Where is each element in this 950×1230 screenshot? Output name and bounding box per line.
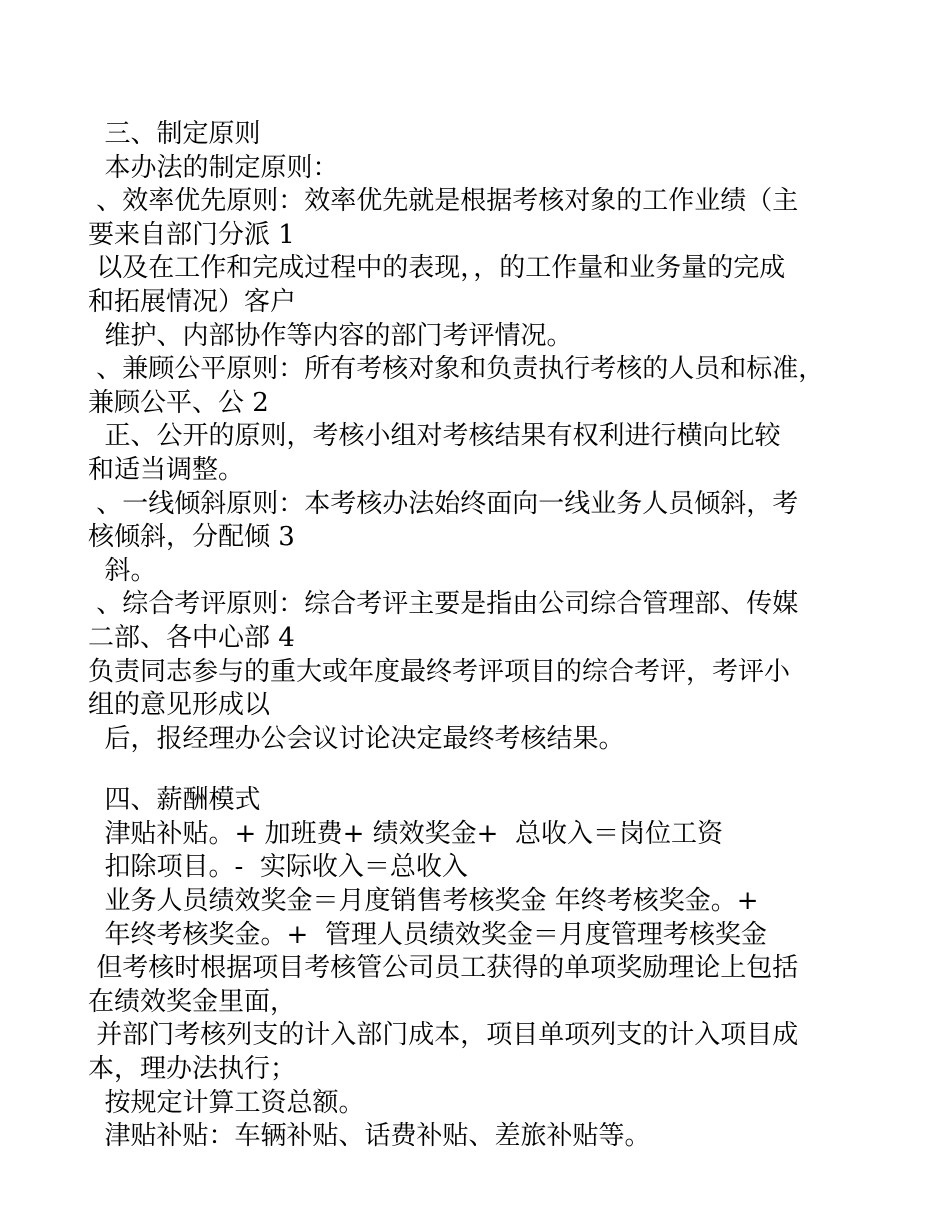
- paragraph-line: 、综合考评原则：综合考评主要是指由公司综合管理部、传媒: [88, 589, 799, 620]
- paragraph-line: 和拓展情况）客户: [88, 286, 297, 317]
- paragraph-line: 、兼顾公平原则：所有考核对象和负责执行考核的人员和标准，: [88, 354, 825, 385]
- paragraph-line: 兼顾公平、公 2: [88, 387, 269, 418]
- paragraph-line: 但考核时根据项目考核管公司员工获得的单项奖励理论上包括: [88, 953, 799, 984]
- section-heading: 四、薪酬模式: [88, 785, 261, 816]
- paragraph-line: 负责同志参与的重大或年度最终考评项目的综合考评，考评小: [88, 656, 791, 687]
- paragraph-line: 维护、内部协作等内容的部门考评情况。: [88, 320, 573, 351]
- paragraph-line: 正、公开的原则，考核小组对考核结果有权利进行横向比较: [88, 421, 781, 452]
- paragraph-line: 业务人员绩效奖金＝月度销售考核奖金 年终考核奖金。+: [88, 886, 759, 917]
- section-salary-model: [88, 784, 868, 1154]
- section-spacer: [88, 756, 868, 784]
- paragraph-line: 斜。: [88, 555, 157, 586]
- paragraph-line: 和适当调整。: [88, 454, 245, 485]
- document-body: [88, 118, 868, 1154]
- paragraph-line: 要来自部门分派 1: [88, 219, 295, 250]
- paragraph-line: 以及在工作和完成过程中的表现，，的工作量和业务量的完成: [88, 253, 786, 284]
- paragraph-line: 、效率优先原则：效率优先就是根据考核对象的工作业绩（主: [88, 186, 799, 217]
- paragraph-line: 二部、各中心部 4: [88, 622, 295, 653]
- paragraph-line: 核倾斜，分配倾 3: [88, 522, 295, 553]
- paragraph-line: 按规定计算工资总额。: [88, 1087, 365, 1118]
- paragraph-line: 、一线倾斜原则：本考核办法始终面向一线业务人员倾斜，考: [88, 488, 799, 519]
- paragraph-line: 组的意见形成以: [88, 690, 271, 721]
- section-principles: [88, 118, 868, 756]
- paragraph-line: 本办法的制定原则：: [88, 152, 339, 183]
- paragraph-line: 后，报经理办公会议讨论决定最终考核结果。: [88, 723, 625, 754]
- paragraph-line: 并部门考核列支的计入部门成本，项目单项列支的计入项目成: [88, 1020, 799, 1051]
- paragraph-line: 本，理办法执行；: [88, 1054, 297, 1085]
- paragraph-line: 津贴补贴。+ 加班费+ 绩效奖金+ 总收入＝岗位工资: [88, 818, 723, 849]
- paragraph-line: 津贴补贴：车辆补贴、话费补贴、差旅补贴等。: [88, 1121, 651, 1152]
- paragraph-line: 在绩效奖金里面，: [88, 986, 297, 1017]
- section-heading: 三、制定原则: [88, 119, 261, 149]
- paragraph-line: 年终考核奖金。+ 管理人员绩效奖金＝月度管理考核奖金: [88, 919, 767, 950]
- paragraph-line: 扣除项目。- 实际收入＝总收入: [88, 852, 468, 883]
